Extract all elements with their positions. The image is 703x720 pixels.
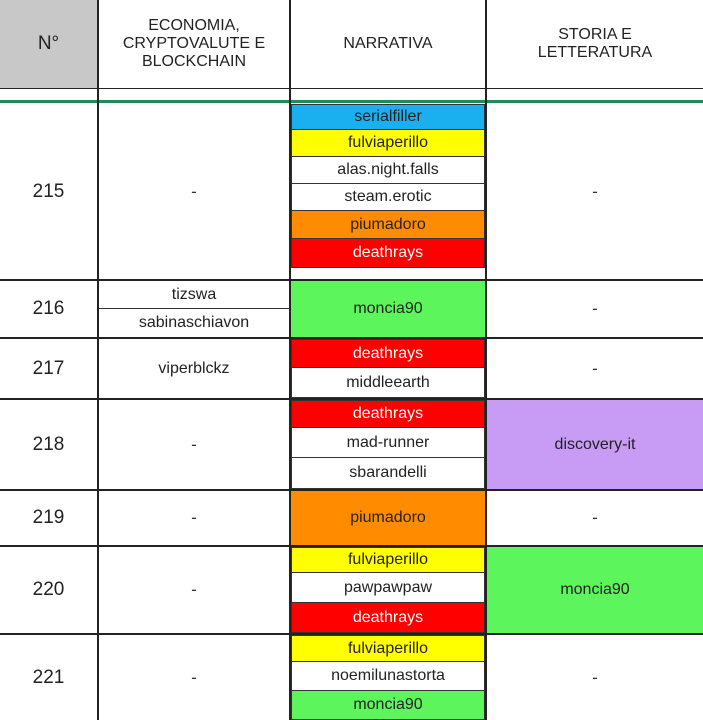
row-number xyxy=(0,281,97,337)
user-tag-label: mad-runner xyxy=(346,433,430,451)
user-tag xyxy=(291,156,485,184)
row-number-label: 218 xyxy=(32,433,65,455)
row-number xyxy=(0,339,97,398)
economia-value: - xyxy=(191,508,197,527)
header-number-cell xyxy=(0,0,97,88)
user-tag xyxy=(291,602,485,633)
user-tag-label: fulviaperillo xyxy=(347,134,429,151)
row-number xyxy=(0,547,97,633)
user-tag-label: deathrays xyxy=(352,405,424,422)
header-economia-label: ECONOMIA, CRYPTOVALUTE E BLOCKCHAIN xyxy=(122,17,266,70)
user-tag xyxy=(291,104,485,130)
row-number-label: 221 xyxy=(32,666,65,688)
economia-cell xyxy=(99,635,289,720)
user-tag-label: moncia90 xyxy=(560,581,630,598)
user-tag xyxy=(291,129,485,157)
user-tag-label: deathrays xyxy=(352,244,424,261)
row-number-label: 219 xyxy=(32,507,65,528)
user-tag xyxy=(99,308,289,336)
user-tag xyxy=(291,238,485,268)
user-tag-label: steam.erotic xyxy=(344,188,432,205)
user-tag xyxy=(291,183,485,211)
header-divider-dark xyxy=(0,88,703,89)
economia-cell xyxy=(99,547,289,633)
user-tag-label: sbarandelli xyxy=(349,464,427,481)
user-tag-label: fulviaperillo xyxy=(347,639,429,657)
user-tag-label: middleearth xyxy=(346,373,430,391)
header-storia-label: STORIA E LETTERATURA xyxy=(537,26,653,61)
economia-cell xyxy=(99,400,289,489)
storia-value: - xyxy=(592,358,598,378)
user-tag xyxy=(291,339,485,368)
narrativa-cell xyxy=(291,281,485,337)
narrativa-cell xyxy=(291,104,485,279)
economia-cell xyxy=(99,104,289,279)
storia-cell xyxy=(487,339,703,398)
row-number-label: 220 xyxy=(32,579,65,600)
row-number-label: 215 xyxy=(32,180,65,202)
user-tag xyxy=(291,457,485,489)
header-narrativa-cell xyxy=(291,0,485,88)
narrativa-cell xyxy=(291,635,485,720)
user-tag xyxy=(291,210,485,239)
user-tag xyxy=(99,281,289,309)
economia-value: - xyxy=(191,181,197,201)
user-tag-label: alas.night.falls xyxy=(337,161,439,178)
storia-cell xyxy=(487,281,703,337)
user-tag xyxy=(291,281,485,337)
row-number xyxy=(0,635,97,720)
header-narrativa-label: NARRATIVA xyxy=(343,35,433,52)
row-number-label: 216 xyxy=(32,298,65,319)
user-tag-label: deathrays xyxy=(352,344,424,362)
row-number-label: 217 xyxy=(32,357,65,379)
user-tag xyxy=(291,635,485,662)
storia-value: - xyxy=(592,181,598,201)
narrativa-cell xyxy=(291,491,485,545)
header-storia-cell xyxy=(487,0,703,88)
economia-value: viperblckz xyxy=(158,359,230,377)
storia-value: - xyxy=(592,667,598,687)
user-tag xyxy=(291,367,485,398)
narrativa-cell xyxy=(291,339,485,398)
storia-value: - xyxy=(592,299,598,318)
user-tag-label: fulviaperillo xyxy=(347,551,429,568)
row-number xyxy=(0,400,97,489)
storia-cell xyxy=(487,491,703,545)
narrativa-cell xyxy=(291,400,485,489)
user-tag-label: piumadoro xyxy=(350,215,426,233)
economia-value: - xyxy=(191,667,197,687)
user-tag xyxy=(291,547,485,573)
storia-cell xyxy=(487,104,703,279)
user-tag-label: deathrays xyxy=(352,608,424,626)
storia-cell xyxy=(487,635,703,720)
narrativa-cell xyxy=(291,547,485,633)
economia-cell xyxy=(99,339,289,398)
header-number-label: N° xyxy=(37,33,60,54)
user-tag xyxy=(291,661,485,691)
economia-cell xyxy=(99,281,289,337)
user-tag xyxy=(291,572,485,603)
storia-value: - xyxy=(592,508,598,527)
user-tag-label: discovery-it xyxy=(554,435,636,453)
user-tag xyxy=(291,400,485,428)
row-number xyxy=(0,491,97,545)
user-tag-label: noemilunastorta xyxy=(331,667,445,684)
user-tag-label: moncia90 xyxy=(353,696,423,713)
user-tag-label: moncia90 xyxy=(353,300,423,317)
storia-cell xyxy=(487,400,703,489)
user-tag xyxy=(487,400,703,489)
economia-cell xyxy=(99,491,289,545)
economia-value: - xyxy=(191,434,197,454)
user-tag xyxy=(291,427,485,458)
header-economia-cell xyxy=(99,0,289,88)
row-number xyxy=(0,104,97,279)
economia-value: - xyxy=(191,580,197,599)
user-tag-label: tizswa xyxy=(171,285,217,303)
user-tag xyxy=(291,690,485,720)
header-divider-green xyxy=(0,100,703,103)
user-tag-label: pawpawpaw xyxy=(343,578,433,596)
storia-cell xyxy=(487,547,703,633)
user-tag-label: sabinaschiavon xyxy=(138,313,250,331)
user-tag xyxy=(487,547,703,633)
user-tag-label: serialfiller xyxy=(354,108,422,125)
user-tag-label: piumadoro xyxy=(350,509,426,526)
user-tag xyxy=(291,491,485,545)
